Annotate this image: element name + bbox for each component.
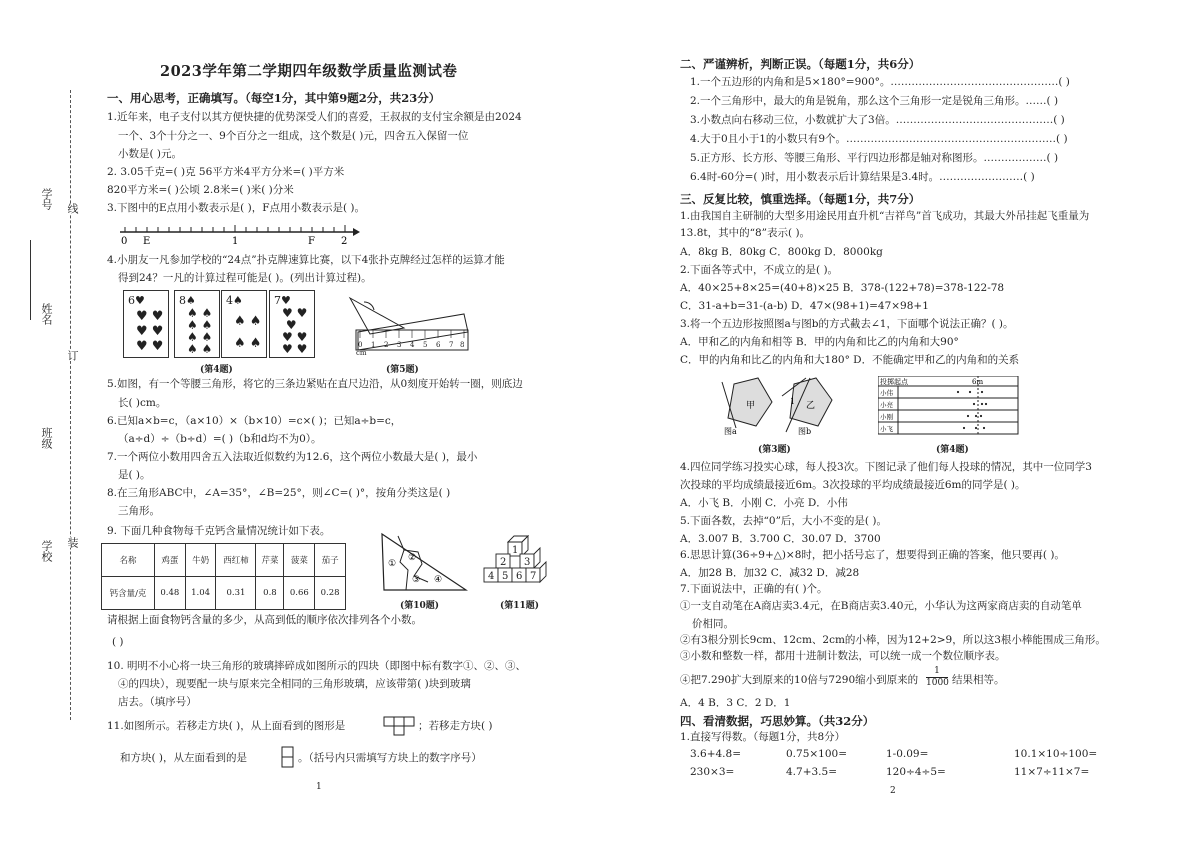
section-4-heading: 四、看清数据，巧思妙算。（共32分） (680, 714, 875, 728)
table-cell: 0.31 (216, 577, 256, 610)
caption-q5: (第5题) (386, 365, 419, 375)
cube-label-2: 2 (500, 557, 507, 568)
q1-line1: 1.近年来，电子支付以其方便快捷的优势深受人们的喜爱，王叔叔的支付宝余额是由2024 (107, 111, 522, 123)
ruler-label-8: 8 (460, 341, 465, 349)
margin-mark-zhuang: 装 (66, 537, 79, 548)
calc-r1-c4: 10.1×10÷100= (1014, 748, 1098, 760)
calc-r1-c3: 1-0.09= (886, 748, 929, 760)
q2-line1: 2. 3.05千克=( )克 56平方米4平方分米=( )平方米 (107, 166, 345, 178)
table-cell: 0.28 (315, 577, 346, 610)
card-7-hearts: 7♥ ♥ ♥ ♥ ♥ ♥ ♥ ♥ (269, 290, 315, 358)
table-header: 鸡蛋 (155, 544, 186, 577)
choice-6-stem: 6.思思计算(36÷9+△)×8时，把小括号忘了，想要得到正确的答案，他只要再( )。 (680, 549, 1065, 561)
card-4-spades: 4♠ ♠ ♠ ♠ ♠ (221, 290, 267, 358)
number-line-label-e: E (143, 236, 151, 247)
q1-line2: 一个、3个十分之一、9个百分之一组成，这个数是( )元，四舍五入保留一位 (118, 130, 469, 142)
caption-q11: (第11题) (500, 601, 540, 611)
table-header: 西红柿 (216, 544, 256, 577)
table-row-label: 钙含量/克 (102, 577, 155, 610)
calc-r2-c4: 11×7÷11×7= (1014, 766, 1090, 778)
ruler-label-1: 1 (371, 341, 376, 349)
q5-line1: 5.如图，有一个等腰三角形，将它的三条边紧贴在直尺边沿，从0刻度开始转一圈，则底边 (107, 378, 523, 390)
ruler-label-2: 2 (384, 341, 389, 349)
number-line-figure (115, 220, 360, 250)
throw-chart (878, 376, 1020, 436)
table-header: 牛奶 (185, 544, 216, 577)
q11-line1a: 11.如图所示。若移走方块( )，从上面看到的图形是 (107, 720, 346, 732)
glass-piece-3: ③ (412, 575, 421, 585)
pentagon-figures (720, 376, 840, 436)
judge-3: 3.小数点向右移动三位，小数就扩大了3倍。………………………………………( ) (690, 114, 1065, 126)
calc-r1-c2: 0.75×100= (786, 748, 848, 760)
choice-3-options-cd: C．甲的内角和比乙的内角和大180° D．不能确定甲和乙的内角和的关系 (680, 354, 1020, 366)
cube-stack-figure (478, 528, 554, 592)
q7-line2: 是( )。 (118, 469, 151, 481)
q11-line2a: 和方块( )，从左面看到的是 (120, 752, 248, 764)
cube-label-5: 5 (502, 571, 509, 582)
page-number-2: 2 (890, 786, 896, 796)
cube-label-7: 7 (530, 571, 537, 582)
card-8-spades: 8♠ ♠ ♠ ♠ ♠ ♠ ♠ ♠ ♠ (174, 290, 220, 358)
q5-line2: 长( )cm。 (118, 397, 167, 409)
number-line-label-2: 2 (341, 236, 348, 247)
glass-piece-1: ① (388, 559, 397, 569)
margin-label-xuexiao: 学校 (40, 540, 53, 562)
choice-5-options: A．3.007 B．3.700 C．30.07 D．3700 (680, 533, 881, 545)
fraction-1-1000 (926, 666, 948, 689)
caption-q3: (第3题) (758, 445, 791, 455)
margin-underline-xuehao (30, 240, 31, 320)
q9-answer-blank: ( ) (112, 636, 124, 648)
ruler-label-7: 7 (449, 341, 454, 349)
pentagon-label-b: 图b (798, 427, 812, 436)
choice-7-item1b: 价相同。 (692, 618, 734, 630)
page-number-1: 1 (316, 782, 322, 792)
judge-4: 4.大于0且小于1的小数只有9个。……………………………………………………( ) (690, 133, 1068, 145)
q6-line1: 6.已知a×b=c，（a×10）×（b×10）=c×( )；已知a÷b=c， (107, 415, 402, 427)
choice-7-item4b: 结果相等。 (952, 674, 1005, 686)
q10-line3: 店去。（填序号） (118, 696, 197, 708)
cube-label-1: 1 (512, 545, 519, 556)
top-view-figure (383, 716, 417, 736)
card-6-hearts: 6♥ ♥ ♥ ♥ ♥ ♥ ♥ (123, 290, 169, 358)
judge-6: 6.4时-60分=( )时，用小数表示后计算结果是3.4时。……………………( ) (690, 171, 1035, 183)
pentagon-label-a: 图a (724, 427, 737, 436)
q8-line1: 8.在三角形ABC中，∠A=35°，∠B=25°，则∠C=( )°，按角分类这是( ) (107, 487, 451, 499)
choice-2-options-cd: C．31-a+b=31-(a-b) D．47×(98+1)=47×98+1 (680, 300, 929, 312)
q2-line2: 820平方米=( )公顷 2.8米=( )米( )分米 (107, 184, 294, 196)
margin-mark-xian: 线 (66, 203, 79, 214)
choice-3-stem: 3.将一个五边形按照图a与图b的方式截去∠1，下面哪个说法正确？( )。 (680, 318, 1014, 330)
calc-r2-c2: 4.7+3.5= (786, 766, 837, 778)
pentagon-label-one: 1 (790, 397, 796, 406)
margin-mark-ding: 订 (66, 350, 79, 361)
choice-3-options-ab: A．甲和乙的内角和相等 B．甲的内角和比乙的内角和大90° (680, 336, 959, 348)
q3-line1: 3.下图中的E点用小数表示是( )，F点用小数表示是( )。 (107, 202, 366, 214)
choice-6-options: A．加28 B．加32 C．减32 D．减28 (680, 567, 860, 579)
choice-5-stem: 5.下面各数，去掉“0”后，大小不变的是( )。 (680, 515, 887, 527)
q4-line1: 4.小朋友一凡参加学校的“24点”扑克牌速算比赛，以下4张扑克牌经过怎样的运算才能 (107, 254, 505, 266)
q7-line1: 7.一个两位小数用四舍五入法取近似数约为12.6，这个两位小数最大是( )，最小 (107, 451, 478, 463)
margin-label-xuehao: 学号 (40, 188, 53, 210)
glass-piece-4: ④ (434, 575, 443, 585)
number-line-label-1: 1 (232, 236, 239, 247)
throw-chart-name-2: 小刚 (880, 413, 893, 421)
throw-chart-mark: 6m (972, 378, 984, 386)
throw-chart-name-3: 小飞 (880, 425, 893, 433)
section-3-heading: 三、反复比较，慎重选择。（每题1分，共7分） (680, 192, 921, 206)
choice-2-options-ab: A．40×25+8×25=(40+8)×25 B．378-(122+78)=378-122-78 (680, 282, 1005, 294)
cube-label-6: 6 (516, 571, 523, 582)
choice-7-stem: 7.下面说法中，正确的有( )个。 (680, 583, 828, 595)
judge-2: 2.一个三角形中，最大的角是锐角，那么这个三角形一定是锐角三角形。……( ) (690, 95, 1059, 107)
throw-chart-name-0: 小伟 (880, 389, 893, 397)
q10-line1: 10. 明明不小心将一块三角形的玻璃摔碎成如图所示的四块（即图中标有数字①、②、③、 (107, 660, 527, 672)
pentagon-label-jia: 甲 (746, 401, 756, 411)
section-4-sub1: 1.直接写得数。（每题1分，共8分） (680, 731, 846, 743)
section-1-heading: 一、用心思考，正确填写。（每空1分，其中第9题2分，共23分） (107, 91, 441, 105)
glass-triangle-figure (378, 528, 470, 596)
q11-line1b: ；若移走方块( ) (418, 720, 493, 732)
q11-line2b: 。（括号内只需填写方块上的数字序号） (298, 752, 482, 764)
cube-label-4: 4 (488, 571, 495, 582)
table-header: 菠菜 (284, 544, 315, 577)
q1-line3: 小数是( )元。 (118, 148, 183, 160)
pentagon-label-yi: 乙 (806, 401, 816, 411)
choice-2-stem: 2.下面各等式中，不成立的是( )。 (680, 264, 839, 276)
caption-q4-page2: (第4题) (936, 445, 969, 455)
number-line-label-f: F (308, 236, 315, 247)
caption-q4: (第4题) (200, 365, 233, 375)
table-cell: 0.66 (284, 577, 315, 610)
ruler-unit: cm (356, 349, 367, 356)
ruler-label-0: 0 (358, 341, 363, 349)
caption-q10: (第10题) (400, 601, 440, 611)
q8-line2: 三角形。 (118, 505, 160, 517)
choice-7-item4a: ④把7.290扩大到原来的10倍与7290缩小到原来的 (680, 674, 919, 686)
choice-1-line2: 13.8t，其中的“8”表示( )。 (680, 227, 811, 239)
ruler-figure (340, 288, 472, 356)
cube-label-3: 3 (524, 557, 531, 568)
table-cell: 0.8 (256, 577, 284, 610)
q6-line2: （a÷d）÷（b÷d）=( )（b和d均不为0）。 (118, 433, 322, 445)
section-2-heading: 二、严谨辨析，判断正误。（每题1分，共6分） (680, 57, 921, 71)
throw-chart-name-1: 小亮 (880, 401, 893, 409)
calc-r1-c1: 3.6+4.8= (690, 748, 741, 760)
choice-1-options: A．8kg B．80kg C．800kg D．8000kg (680, 246, 883, 258)
choice-1-line1: 1.由我国自主研制的大型多用途民用直升机“吉祥鸟”首飞成功，其最大外吊挂起飞重量为 (680, 210, 1090, 222)
left-view-figure (281, 746, 295, 768)
throw-chart-header: 投掷起点 (880, 378, 908, 386)
table-cell: 0.48 (155, 577, 186, 610)
number-line-label-0: 0 (121, 236, 128, 247)
q9-line1: 9. 下面几种食物每千克钙含量情况统计如下表。 (107, 525, 331, 537)
choice-7-item1a: ①一支自动笔在A商店卖3.4元，在B商店卖3.40元，小华认为这两家商店卖的自动笔单 (680, 600, 1082, 612)
q9-line2: 请根据上面食物钙含量的多少，从高到低的顺序依次排列各个小数。 (107, 614, 422, 626)
fraction-denominator: 1000 (926, 678, 949, 688)
judge-1: 1.一个五边形的内角和是5×180°=900°。…………………………………………( ) (690, 76, 1070, 88)
ruler-label-5: 5 (423, 341, 428, 349)
fraction-numerator: 1 (926, 666, 948, 678)
ruler-label-6: 6 (436, 341, 441, 349)
calcium-table (101, 543, 346, 610)
calc-r2-c3: 120÷4÷5= (886, 766, 946, 778)
choice-7-options: A．4 B．3 C．2 D．1 (680, 697, 791, 709)
table-header: 名称 (102, 544, 155, 577)
binding-line (70, 90, 71, 720)
page-title: 2023学年第二学期四年级数学质量监测试卷 (160, 63, 458, 80)
table-header: 茄子 (315, 544, 346, 577)
calc-r2-c1: 230×3= (690, 766, 735, 778)
ruler-label-3: 3 (397, 341, 402, 349)
choice-7-item2: ②有3根分别长9cm、12cm、2cm的小棒，因为12+2>9，所以这3根小棒能围成三角形。 (680, 634, 1106, 646)
choice-4-line2: 次投球的平均成绩最接近6m。3次投球的平均成绩最接近6m的同学是( )。 (680, 479, 1026, 491)
table-header: 芹菜 (256, 544, 284, 577)
judge-5: 5.正方形、长方形、等腰三角形、平行四边形都是轴对称图形。………………( ) (690, 152, 1059, 164)
choice-4-line1: 4.四位同学练习投实心球，每人投3次。下图记录了他们每人投球的情况，其中一位同学3 (680, 461, 1092, 473)
glass-piece-2: ② (408, 553, 417, 563)
margin-label-xingming: 姓名 (40, 303, 53, 325)
choice-7-item3: ③小数和整数一样，都用十进制计数法，可以统一成一个数位顺序表。 (680, 650, 1006, 662)
margin-label-banji: 班级 (40, 427, 53, 449)
table-cell: 1.04 (185, 577, 216, 610)
ruler-label-4: 4 (410, 341, 415, 349)
q4-line2: 得到24？一凡的计算过程可能是( )。(列出计算过程)。 (118, 272, 372, 284)
choice-4-options: A．小飞 B．小刚 C．小亮 D．小伟 (680, 497, 848, 509)
q10-line2: ④的四块），现要配一块与原来完全相同的三角形玻璃，应该带第( )块到玻璃 (118, 678, 471, 690)
